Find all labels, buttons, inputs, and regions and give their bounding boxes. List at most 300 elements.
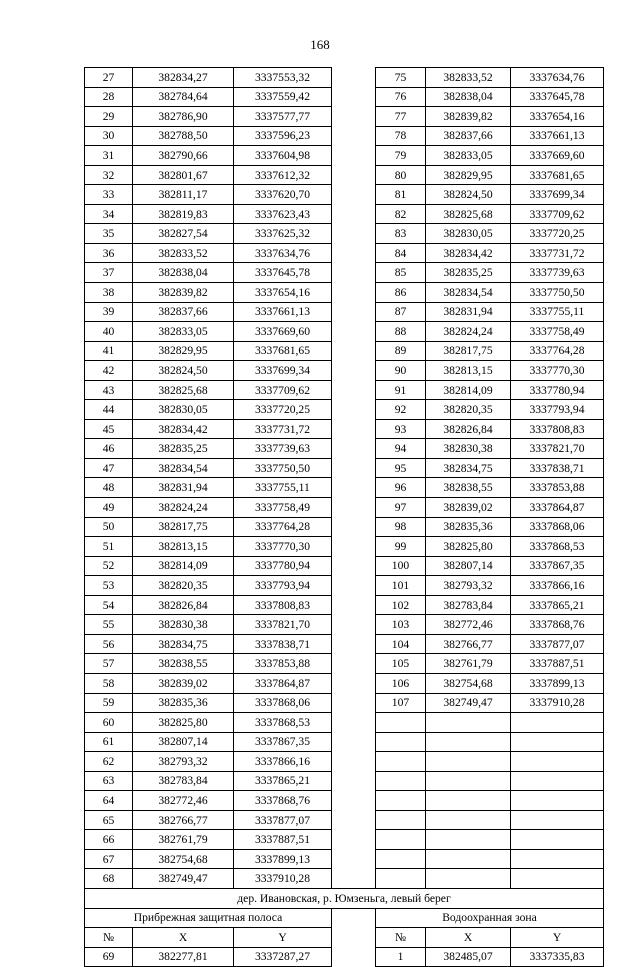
right-cell-x xyxy=(426,849,511,869)
left-cell-no: 38 xyxy=(85,283,133,303)
table-row xyxy=(85,849,604,869)
left-cell-y: 3337577,77 xyxy=(234,107,332,127)
left-cell-y: 3337634,76 xyxy=(234,243,332,263)
right-first-row-x: 382485,07 xyxy=(426,947,511,967)
right-cell-no: 82 xyxy=(376,204,426,224)
left-cell-x: 382749,47 xyxy=(133,869,234,889)
left-cell-no: 47 xyxy=(85,458,133,478)
table-row xyxy=(85,68,604,88)
right-cell-y: 3337739,63 xyxy=(511,263,604,283)
right-cell-no: 86 xyxy=(376,283,426,303)
right-cell-no xyxy=(376,771,426,791)
table-row xyxy=(85,419,604,439)
right-cell-x xyxy=(426,869,511,889)
left-cell-y: 3337623,43 xyxy=(234,204,332,224)
left-cell-x: 382766,77 xyxy=(133,810,234,830)
table-row xyxy=(85,654,604,674)
table-row xyxy=(85,439,604,459)
right-cell-x: 382830,38 xyxy=(426,439,511,459)
table-row xyxy=(85,322,604,342)
left-cell-no: 55 xyxy=(85,615,133,635)
left-cell-y: 3337699,34 xyxy=(234,361,332,381)
right-cell-x: 382813,15 xyxy=(426,361,511,381)
left-cell-y: 3337867,35 xyxy=(234,732,332,752)
right-cell-x: 382839,02 xyxy=(426,498,511,518)
table-row xyxy=(85,185,604,205)
left-cell-y: 3337669,60 xyxy=(234,322,332,342)
left-cell-no: 56 xyxy=(85,634,133,654)
right-cell-x xyxy=(426,771,511,791)
table-row xyxy=(85,302,604,322)
left-cell-x: 382835,25 xyxy=(133,439,234,459)
right-cell-x: 382834,42 xyxy=(426,243,511,263)
table-row xyxy=(85,243,604,263)
left-cell-x: 382831,94 xyxy=(133,478,234,498)
left-cell-no: 51 xyxy=(85,537,133,557)
left-cell-x: 382788,50 xyxy=(133,126,234,146)
left-cell-no: 28 xyxy=(85,87,133,107)
right-cell-y: 3337634,76 xyxy=(511,68,604,88)
right-cell-y: 3337645,78 xyxy=(511,87,604,107)
left-cell-x: 382826,84 xyxy=(133,595,234,615)
left-cell-x: 382811,17 xyxy=(133,185,234,205)
left-cell-y: 3337838,71 xyxy=(234,634,332,654)
right-cell-no xyxy=(376,791,426,811)
left-cell-no: 43 xyxy=(85,380,133,400)
left-cell-no: 63 xyxy=(85,771,133,791)
left-cell-y: 3337780,94 xyxy=(234,556,332,576)
left-cell-no: 42 xyxy=(85,361,133,381)
right-cell-no xyxy=(376,752,426,772)
left-cell-x: 382834,42 xyxy=(133,419,234,439)
left-cell-y: 3337625,32 xyxy=(234,224,332,244)
table-row xyxy=(85,400,604,420)
right-cell-y: 3337838,71 xyxy=(511,458,604,478)
right-cell-x xyxy=(426,830,511,850)
right-cell-no: 93 xyxy=(376,419,426,439)
left-cell-y: 3337877,07 xyxy=(234,810,332,830)
left-cell-y: 3337750,50 xyxy=(234,458,332,478)
right-cell-x: 382829,95 xyxy=(426,165,511,185)
right-cell-x: 382825,80 xyxy=(426,537,511,557)
right-cell-y xyxy=(511,810,604,830)
right-cell-x: 382793,32 xyxy=(426,576,511,596)
left-cell-no: 67 xyxy=(85,849,133,869)
left-cell-x: 382824,50 xyxy=(133,361,234,381)
right-cell-no: 103 xyxy=(376,615,426,635)
table-row xyxy=(85,869,604,889)
right-cell-y xyxy=(511,830,604,850)
right-cell-x xyxy=(426,752,511,772)
left-cell-y: 3337910,28 xyxy=(234,869,332,889)
left-cell-x: 382839,82 xyxy=(133,283,234,303)
left-cell-x: 382754,68 xyxy=(133,849,234,869)
right-cell-y: 3337750,50 xyxy=(511,283,604,303)
left-cell-x: 382833,52 xyxy=(133,243,234,263)
right-cell-x: 382766,77 xyxy=(426,634,511,654)
left-cell-y: 3337758,49 xyxy=(234,498,332,518)
table-row xyxy=(85,361,604,381)
left-cell-no: 31 xyxy=(85,146,133,166)
right-cell-no xyxy=(376,869,426,889)
right-cell-y: 3337709,62 xyxy=(511,204,604,224)
right-cell-x: 382817,75 xyxy=(426,341,511,361)
left-cell-no: 65 xyxy=(85,810,133,830)
right-cell-y: 3337868,06 xyxy=(511,517,604,537)
right-section-title: Водоохранная зона xyxy=(376,908,604,928)
left-cell-y: 3337821,70 xyxy=(234,615,332,635)
left-cell-x: 382807,14 xyxy=(133,732,234,752)
right-cell-x: 382839,82 xyxy=(426,107,511,127)
table-row xyxy=(85,380,604,400)
left-cell-no: 66 xyxy=(85,830,133,850)
right-cell-x: 382783,84 xyxy=(426,595,511,615)
right-cell-no: 92 xyxy=(376,400,426,420)
left-cell-x: 382814,09 xyxy=(133,556,234,576)
right-cell-x: 382772,46 xyxy=(426,615,511,635)
left-cell-no: 61 xyxy=(85,732,133,752)
right-cell-y: 3337681,65 xyxy=(511,165,604,185)
right-cell-y: 3337910,28 xyxy=(511,693,604,713)
right-cell-x: 382831,94 xyxy=(426,302,511,322)
right-cell-y: 3337867,35 xyxy=(511,556,604,576)
left-cell-y: 3337864,87 xyxy=(234,673,332,693)
left-cell-no: 33 xyxy=(85,185,133,205)
table-row xyxy=(85,771,604,791)
table-row xyxy=(85,341,604,361)
table-row xyxy=(85,204,604,224)
right-cell-y: 3337720,25 xyxy=(511,224,604,244)
table-row xyxy=(85,595,604,615)
right-cell-no: 79 xyxy=(376,146,426,166)
left-cell-x: 382820,35 xyxy=(133,576,234,596)
table-row xyxy=(85,576,604,596)
left-cell-no: 52 xyxy=(85,556,133,576)
right-cell-no: 90 xyxy=(376,361,426,381)
left-cell-y: 3337770,30 xyxy=(234,537,332,557)
left-cell-x: 382834,75 xyxy=(133,634,234,654)
right-cell-no: 105 xyxy=(376,654,426,674)
table-row xyxy=(85,126,604,146)
left-cell-no: 58 xyxy=(85,673,133,693)
left-cell-y: 3337808,83 xyxy=(234,595,332,615)
left-cell-x: 382839,02 xyxy=(133,673,234,693)
left-cell-no: 40 xyxy=(85,322,133,342)
right-cell-x: 382761,79 xyxy=(426,654,511,674)
right-cell-no: 85 xyxy=(376,263,426,283)
left-col-y-header: Y xyxy=(234,928,332,948)
right-cell-no: 104 xyxy=(376,634,426,654)
table-row xyxy=(85,810,604,830)
left-cell-x: 382834,54 xyxy=(133,458,234,478)
left-cell-no: 29 xyxy=(85,107,133,127)
right-cell-y xyxy=(511,791,604,811)
left-cell-y: 3337645,78 xyxy=(234,263,332,283)
left-cell-no: 50 xyxy=(85,517,133,537)
right-cell-y xyxy=(511,869,604,889)
right-cell-y: 3337865,21 xyxy=(511,595,604,615)
left-cell-x: 382834,27 xyxy=(133,68,234,88)
left-cell-no: 37 xyxy=(85,263,133,283)
right-cell-x: 382749,47 xyxy=(426,693,511,713)
table-row xyxy=(85,478,604,498)
left-cell-x: 382827,54 xyxy=(133,224,234,244)
left-cell-no: 49 xyxy=(85,498,133,518)
right-cell-y: 3337877,07 xyxy=(511,634,604,654)
table-row xyxy=(85,146,604,166)
left-cell-no: 39 xyxy=(85,302,133,322)
table-row xyxy=(85,713,604,733)
right-cell-no: 77 xyxy=(376,107,426,127)
left-cell-y: 3337868,53 xyxy=(234,713,332,733)
left-col-x-header: X xyxy=(133,928,234,948)
left-first-row-y: 3337287,27 xyxy=(234,947,332,967)
right-cell-y: 3337866,16 xyxy=(511,576,604,596)
table-row xyxy=(85,537,604,557)
right-cell-no: 107 xyxy=(376,693,426,713)
table-row xyxy=(85,283,604,303)
right-cell-no xyxy=(376,849,426,869)
right-cell-x: 382820,35 xyxy=(426,400,511,420)
right-cell-x: 382834,54 xyxy=(426,283,511,303)
right-cell-no xyxy=(376,713,426,733)
right-cell-y xyxy=(511,713,604,733)
right-cell-y: 3337899,13 xyxy=(511,673,604,693)
left-cell-y: 3337853,88 xyxy=(234,654,332,674)
table-row xyxy=(85,830,604,850)
left-cell-no: 30 xyxy=(85,126,133,146)
right-cell-no: 99 xyxy=(376,537,426,557)
right-col-y-header: Y xyxy=(511,928,604,948)
right-cell-x xyxy=(426,810,511,830)
table-row xyxy=(85,673,604,693)
right-cell-x: 382835,36 xyxy=(426,517,511,537)
table-row xyxy=(85,732,604,752)
right-cell-no: 94 xyxy=(376,439,426,459)
right-cell-y: 3337731,72 xyxy=(511,243,604,263)
right-cell-no: 106 xyxy=(376,673,426,693)
right-cell-no: 88 xyxy=(376,322,426,342)
right-cell-y: 3337758,49 xyxy=(511,322,604,342)
right-cell-no: 83 xyxy=(376,224,426,244)
right-cell-no: 81 xyxy=(376,185,426,205)
right-cell-x: 382837,66 xyxy=(426,126,511,146)
right-cell-y: 3337868,53 xyxy=(511,537,604,557)
right-cell-y: 3337780,94 xyxy=(511,380,604,400)
right-cell-x: 382824,50 xyxy=(426,185,511,205)
left-cell-x: 382833,05 xyxy=(133,322,234,342)
left-cell-y: 3337720,25 xyxy=(234,400,332,420)
left-cell-no: 41 xyxy=(85,341,133,361)
left-cell-x: 382819,83 xyxy=(133,204,234,224)
left-cell-x: 382817,75 xyxy=(133,517,234,537)
left-cell-y: 3337899,13 xyxy=(234,849,332,869)
table-row xyxy=(85,693,604,713)
left-cell-x: 382793,32 xyxy=(133,752,234,772)
left-cell-x: 382786,90 xyxy=(133,107,234,127)
left-section-title: Прибрежная защитная полоса xyxy=(85,908,332,928)
left-cell-y: 3337793,94 xyxy=(234,576,332,596)
left-cell-x: 382784,64 xyxy=(133,87,234,107)
table-row xyxy=(85,87,604,107)
right-cell-no: 87 xyxy=(376,302,426,322)
left-cell-no: 46 xyxy=(85,439,133,459)
table-row xyxy=(85,517,604,537)
right-cell-x: 382833,52 xyxy=(426,68,511,88)
left-cell-x: 382824,24 xyxy=(133,498,234,518)
table-row xyxy=(85,107,604,127)
right-cell-x xyxy=(426,732,511,752)
right-cell-x: 382833,05 xyxy=(426,146,511,166)
right-cell-no: 100 xyxy=(376,556,426,576)
left-first-row-x: 382277,81 xyxy=(133,947,234,967)
left-cell-y: 3337868,06 xyxy=(234,693,332,713)
table-row xyxy=(85,752,604,772)
right-cell-no xyxy=(376,830,426,850)
left-cell-x: 382783,84 xyxy=(133,771,234,791)
right-cell-y: 3337793,94 xyxy=(511,400,604,420)
left-cell-no: 68 xyxy=(85,869,133,889)
left-cell-y: 3337868,76 xyxy=(234,791,332,811)
right-cell-y: 3337821,70 xyxy=(511,439,604,459)
left-cell-x: 382772,46 xyxy=(133,791,234,811)
left-cell-no: 54 xyxy=(85,595,133,615)
left-cell-y: 3337755,11 xyxy=(234,478,332,498)
table-row xyxy=(85,263,604,283)
left-cell-x: 382838,04 xyxy=(133,263,234,283)
left-cell-no: 57 xyxy=(85,654,133,674)
right-cell-y: 3337808,83 xyxy=(511,419,604,439)
right-cell-no: 75 xyxy=(376,68,426,88)
left-cell-x: 382813,15 xyxy=(133,537,234,557)
left-cell-x: 382837,66 xyxy=(133,302,234,322)
left-cell-x: 382825,80 xyxy=(133,713,234,733)
right-cell-no xyxy=(376,810,426,830)
right-cell-y: 3337661,13 xyxy=(511,126,604,146)
right-cell-x: 382807,14 xyxy=(426,556,511,576)
right-cell-no: 91 xyxy=(376,380,426,400)
left-cell-y: 3337739,63 xyxy=(234,439,332,459)
right-cell-x: 382826,84 xyxy=(426,419,511,439)
left-cell-y: 3337866,16 xyxy=(234,752,332,772)
right-cell-x: 382814,09 xyxy=(426,380,511,400)
left-cell-x: 382830,38 xyxy=(133,615,234,635)
right-cell-no: 89 xyxy=(376,341,426,361)
right-cell-x: 382834,75 xyxy=(426,458,511,478)
right-cell-x: 382825,68 xyxy=(426,204,511,224)
right-cell-y: 3337770,30 xyxy=(511,361,604,381)
left-cell-no: 36 xyxy=(85,243,133,263)
right-cell-x: 382754,68 xyxy=(426,673,511,693)
right-cell-x xyxy=(426,791,511,811)
left-cell-x: 382801,67 xyxy=(133,165,234,185)
right-first-row-y: 3337335,83 xyxy=(511,947,604,967)
left-cell-y: 3337620,70 xyxy=(234,185,332,205)
left-cell-y: 3337709,62 xyxy=(234,380,332,400)
left-cell-y: 3337764,28 xyxy=(234,517,332,537)
right-first-row-no: 1 xyxy=(376,947,426,967)
right-cell-y xyxy=(511,771,604,791)
left-cell-x: 382835,36 xyxy=(133,693,234,713)
right-col-x-header: X xyxy=(426,928,511,948)
left-cell-y: 3337596,23 xyxy=(234,126,332,146)
left-cell-y: 3337865,21 xyxy=(234,771,332,791)
right-cell-no: 101 xyxy=(376,576,426,596)
left-cell-y: 3337553,32 xyxy=(234,68,332,88)
right-cell-y xyxy=(511,752,604,772)
table-row xyxy=(85,634,604,654)
right-cell-y: 3337654,16 xyxy=(511,107,604,127)
table-row xyxy=(85,458,604,478)
left-cell-y: 3337604,98 xyxy=(234,146,332,166)
left-first-row-no: 69 xyxy=(85,947,133,967)
left-cell-no: 59 xyxy=(85,693,133,713)
right-cell-no xyxy=(376,732,426,752)
right-cell-no: 98 xyxy=(376,517,426,537)
left-cell-x: 382830,05 xyxy=(133,400,234,420)
right-cell-no: 97 xyxy=(376,498,426,518)
left-cell-no: 60 xyxy=(85,713,133,733)
table-row xyxy=(85,498,604,518)
right-cell-no: 95 xyxy=(376,458,426,478)
left-cell-no: 44 xyxy=(85,400,133,420)
left-col-no-header: № xyxy=(85,928,133,948)
left-cell-y: 3337661,13 xyxy=(234,302,332,322)
right-cell-y: 3337699,34 xyxy=(511,185,604,205)
right-cell-x: 382835,25 xyxy=(426,263,511,283)
left-cell-x: 382825,68 xyxy=(133,380,234,400)
left-cell-y: 3337887,51 xyxy=(234,830,332,850)
table-row xyxy=(85,615,604,635)
right-cell-no: 78 xyxy=(376,126,426,146)
left-cell-x: 382761,79 xyxy=(133,830,234,850)
right-cell-no: 102 xyxy=(376,595,426,615)
right-cell-y: 3337669,60 xyxy=(511,146,604,166)
left-cell-x: 382838,55 xyxy=(133,654,234,674)
section-footer xyxy=(85,888,604,966)
left-cell-x: 382790,66 xyxy=(133,146,234,166)
table-row xyxy=(85,556,604,576)
left-cell-no: 53 xyxy=(85,576,133,596)
right-cell-x: 382830,05 xyxy=(426,224,511,244)
table-row xyxy=(85,165,604,185)
right-cell-x xyxy=(426,713,511,733)
right-cell-y: 3337887,51 xyxy=(511,654,604,674)
right-cell-no: 84 xyxy=(376,243,426,263)
left-cell-x: 382829,95 xyxy=(133,341,234,361)
right-cell-no: 76 xyxy=(376,87,426,107)
right-cell-y: 3337868,76 xyxy=(511,615,604,635)
right-cell-x: 382824,24 xyxy=(426,322,511,342)
table-row xyxy=(85,791,604,811)
page-number: 168 xyxy=(310,37,330,52)
right-cell-x: 382838,04 xyxy=(426,87,511,107)
left-cell-no: 48 xyxy=(85,478,133,498)
coordinates-table xyxy=(84,67,604,967)
left-cell-y: 3337612,32 xyxy=(234,165,332,185)
right-cell-x: 382838,55 xyxy=(426,478,511,498)
left-cell-no: 35 xyxy=(85,224,133,244)
location-caption: дер. Ивановская, р. Юмзеньга, левый берег xyxy=(85,888,604,908)
left-cell-no: 32 xyxy=(85,165,133,185)
right-cell-y: 3337755,11 xyxy=(511,302,604,322)
left-cell-y: 3337681,65 xyxy=(234,341,332,361)
left-cell-no: 45 xyxy=(85,419,133,439)
right-cell-y: 3337764,28 xyxy=(511,341,604,361)
left-cell-no: 62 xyxy=(85,752,133,772)
right-cell-y xyxy=(511,732,604,752)
table-row xyxy=(85,224,604,244)
